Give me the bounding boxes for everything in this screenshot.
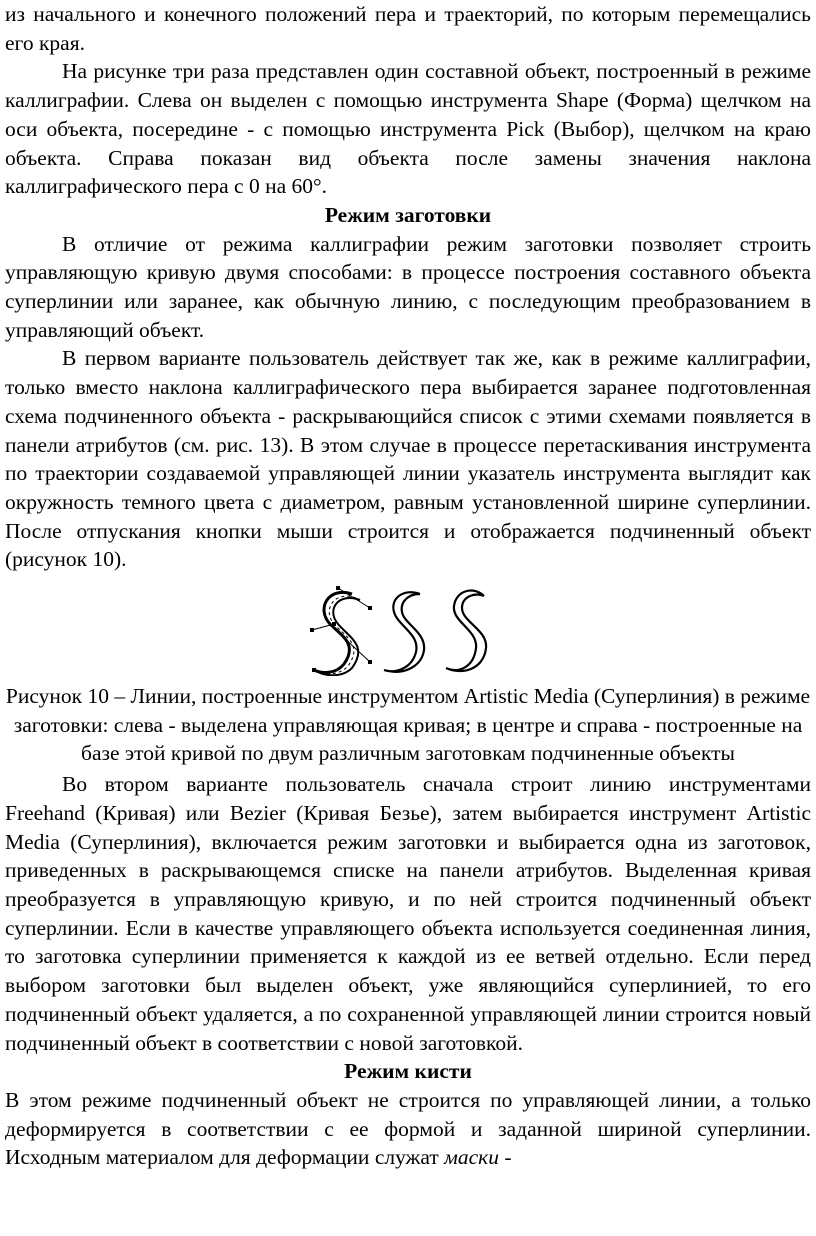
heading-preset-mode: Режим заготовки [324,202,492,227]
masks-term: маски [444,1145,499,1170]
paragraph-brush-tail: - [499,1145,512,1170]
s-shape-right [446,591,486,672]
paragraph-second-variant: Во втором варианте пользователь сначала строит линию инструментами Freehand (Кривая) или Bezier (Кривая Безье), затем выбирается инструмент Artistic Media (Суперлиния), включается режим заготовки и выбирается одна из заготовок, приведенных в раскрывающемся списке на панели атрибутов. Выделенная кривая преобразуется в управляющую кривую, и по ней строится подчиненный объект суперлинии. Если в качестве управляющего объекта используется соединенная линия, то заготовка суперлинии применяется к каждой из ее ветвей отдельно. Если перед выбором заготовки был выделен объект, уже являющийся суперлинией, то его подчиненный объект удаляется, а по сохраненной управляющей линии строится новый подчиненный объект в соответствии с новой заготовкой. [5,772,811,1055]
s-shape-center [384,592,424,672]
paragraph-preset-intro: В отличие от режима каллиграфии режим заготовки позволяет строить управляющую кривую двумя способами: в процессе построения составного объекта суперлинии или заранее, как обычную линию, с последующим преобразованием в управляющий объект. [5,231,811,342]
selected-s-curve [312,588,370,675]
paragraph-first-variant: В первом варианте пользователь действует так же, как в режиме каллиграфии, только вместо наклона каллиграфического пера выбирается заранее подготовленная схема подчиненного объекта - раскрывающийся список с этими схемами появляется в панели атрибутов (см. рис. 13). В этом случае в процессе перетаскивания инструмента по траектории создаваемой управляющей линии указатель инструмента выглядит как окружность темного цвета с диаметром, равным установленной ширине суперлинии. После отпускания кнопки мыши строится и отображается подчиненный объект (рисунок 10). [5,346,811,572]
figure-10-image [308,584,508,676]
figure-10 [5,584,811,676]
paragraph-brush-text: В этом режиме подчиненный объект не строится по управляющей линии, а только деформируется в соответствии с ее формой и заданной шириной суперлинии. Исходным материалом для деформации служат [5,1087,811,1170]
paragraph-calligraphy-figure: На рисунке три раза представлен один составной объект, построенный в режиме каллиграфии. Слева он выделен с помощью инструмента Shape (Форма) щелчком на оси объекта, посередине - с помощью инструмента Pick (Выбор), щелчком на краю объекта. Справа показан вид объекта после замены значения наклона каллиграфического пера с 0 на 60°. [5,59,811,199]
figure-10-caption: Рисунок 10 – Линии, построенные инструментом Artistic Media (Суперлиния) в режиме заготовки: слева - выделена управляющая кривая; в центре и справа - построенные на базе этой кривой по двум различным заготовкам подчиненные объекты [5,684,811,766]
paragraph-continuation: из начального и конечного положений пера и траекторий, по которым перемещались его края. [5,2,811,55]
paragraph-brush-mode [5,1086,811,1172]
heading-brush-mode: Режим кисти [344,1059,472,1084]
